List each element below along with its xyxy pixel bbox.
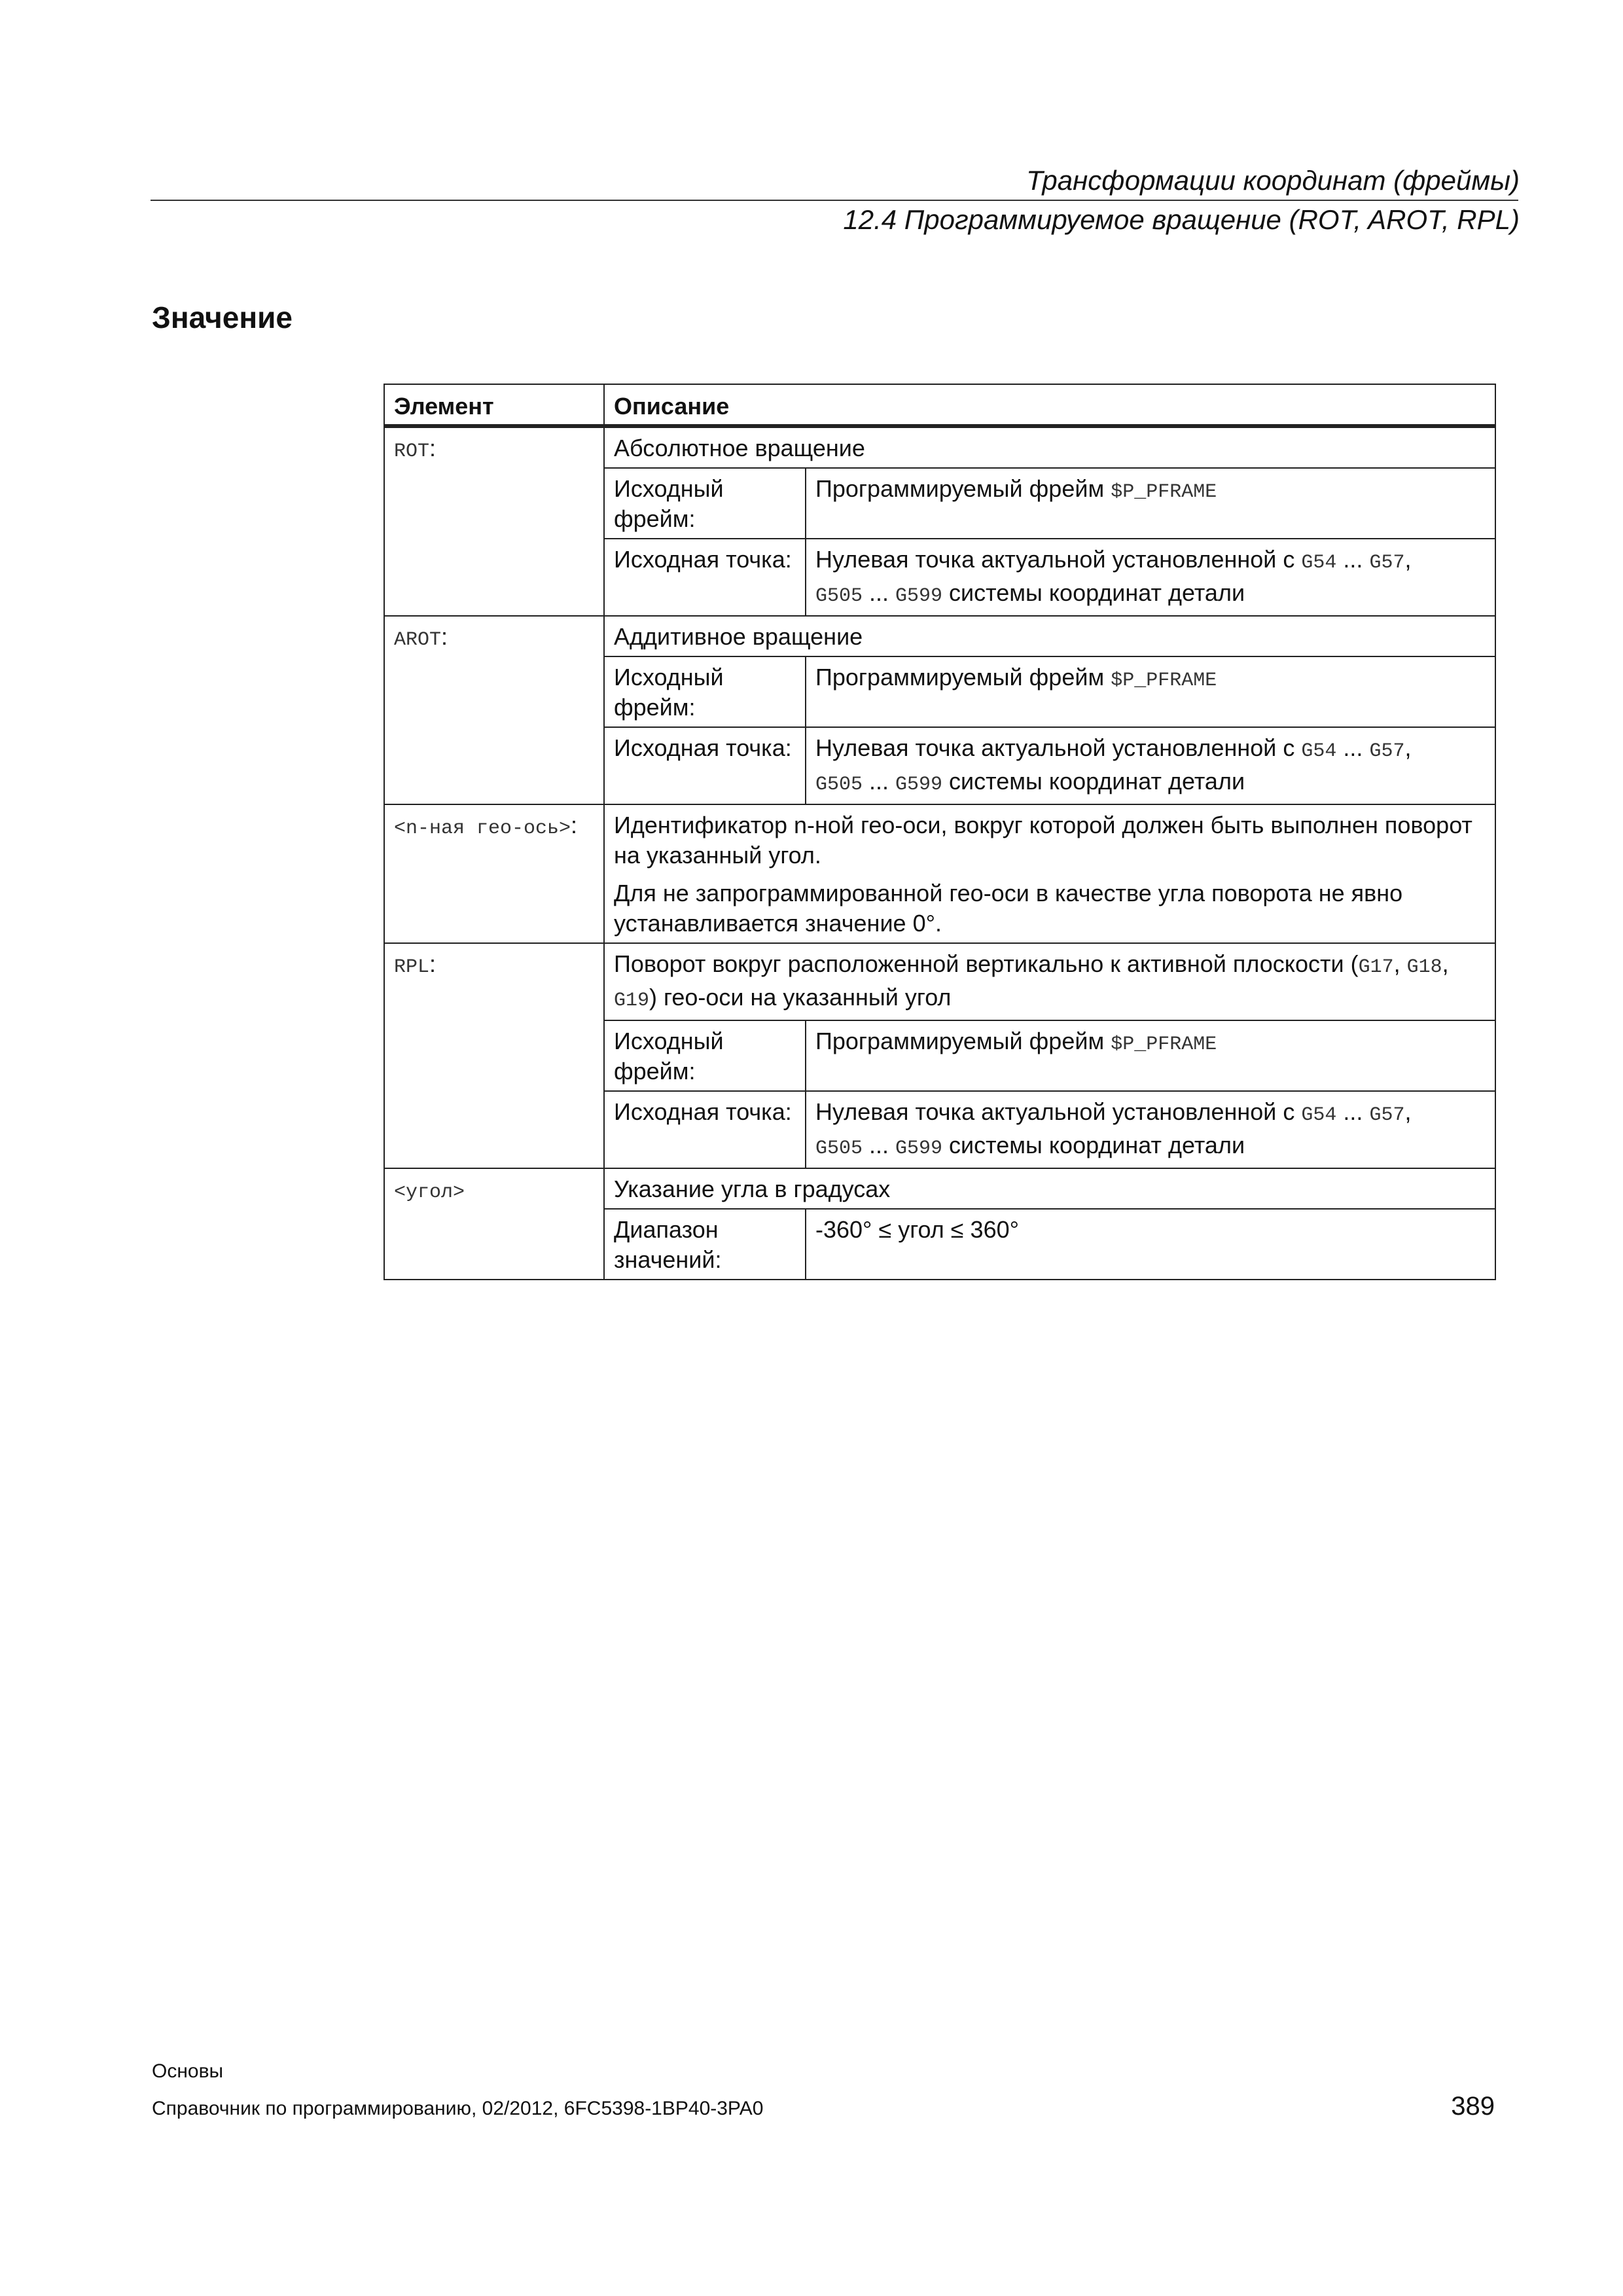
value-text: Программируемый фрейм [815, 664, 1111, 691]
sublabel-cell: Исходный фрейм: [604, 468, 806, 539]
description-cell: Указание угла в градусах [604, 1168, 1495, 1209]
subvalue-cell [806, 539, 1495, 616]
value-text: ) гео-оси на указанный угол [649, 984, 952, 1011]
value-text: Нулевая точка актуальной установленной с [815, 734, 1302, 761]
footer-document-info: Справочник по программированию, 02/2012, 6FC5398-1BP40-3PA0 [152, 2098, 764, 2119]
value-text: системы координат детали [942, 768, 1245, 795]
description-cell [604, 943, 1495, 1020]
value-code: G505 [815, 585, 863, 607]
value-code: G57 [1369, 740, 1405, 762]
value-text: Программируемый фрейм [815, 475, 1111, 502]
section-heading: Значение [152, 300, 293, 334]
value-code: G54 [1301, 552, 1337, 574]
value-code: G57 [1369, 552, 1405, 574]
sublabel-cell: Исходная точка: [604, 1091, 806, 1168]
value-code: G505 [815, 774, 863, 796]
element-suffix: : [571, 812, 578, 838]
header-rule [151, 200, 1518, 201]
element-cell-arot [384, 616, 604, 804]
element-suffix: : [429, 950, 437, 977]
value-code: G599 [895, 774, 943, 796]
element-code: ROT [394, 440, 430, 463]
parameter-table [383, 384, 1496, 1280]
element-cell-angle [384, 1168, 604, 1280]
value-code: G18 [1406, 956, 1442, 978]
table-header-row [384, 384, 1495, 426]
table-row-geo-axis [384, 804, 1495, 943]
value-code: G54 [1301, 1104, 1337, 1126]
description-paragraph: Идентификатор n-ной гео-оси, вокруг которой должен быть выполнен поворот на указанный угол. [614, 812, 1472, 869]
value-code: G599 [895, 585, 943, 607]
value-text: Программируемый фрейм [815, 1028, 1111, 1054]
value-code: G19 [614, 990, 650, 1012]
value-code: G17 [1358, 956, 1394, 978]
value-code: $P_PFRAME [1111, 481, 1217, 503]
table-row-rpl [384, 943, 1495, 1020]
value-text: , [1442, 950, 1449, 977]
value-text: , [1404, 1098, 1412, 1125]
value-text: ... [1336, 1098, 1370, 1125]
element-code: RPL [394, 956, 430, 978]
value-text: системы координат детали [942, 579, 1245, 606]
value-text: ... [863, 768, 896, 795]
value-code: $P_PFRAME [1111, 1033, 1217, 1056]
element-code: <n-ная гео-ось> [394, 817, 571, 840]
value-text: ... [863, 579, 896, 606]
value-text: Поворот вокруг расположенной вертикально к активной плоскости ( [614, 950, 1359, 977]
sublabel-cell: Исходный фрейм: [604, 656, 806, 727]
value-code: G505 [815, 1138, 863, 1160]
footer-title: Основы [152, 2060, 224, 2082]
element-code: AROT [394, 629, 442, 651]
value-text: , [1404, 546, 1412, 573]
subvalue-cell [806, 1020, 1495, 1091]
element-cell-rpl [384, 943, 604, 1168]
value-text: , [1393, 950, 1407, 977]
sublabel-cell: Диапазон значений: [604, 1209, 806, 1280]
value-text: Нулевая точка актуальной установленной с [815, 1098, 1302, 1125]
description-cell: Аддитивное вращение [604, 616, 1495, 656]
subvalue-cell: -360° ≤ угол ≤ 360° [806, 1209, 1495, 1280]
description-cell: Абсолютное вращение [604, 426, 1495, 468]
value-text: ... [863, 1132, 896, 1158]
element-code: <угол> [394, 1181, 465, 1204]
value-code: G57 [1369, 1104, 1405, 1126]
table-row-arot [384, 616, 1495, 656]
value-text: системы координат детали [942, 1132, 1245, 1158]
element-cell-rot [384, 426, 604, 616]
description-paragraph: Для не запрограммированной гео-оси в качестве угла поворота не явно устанавливается значение 0°. [614, 880, 1403, 937]
table-row-rot [384, 426, 1495, 468]
value-code: G54 [1301, 740, 1337, 762]
description-cell [604, 804, 1495, 943]
running-header-section: 12.4 Программируемое вращение (ROT, AROT, RPL) [843, 204, 1520, 235]
sublabel-cell: Исходный фрейм: [604, 1020, 806, 1091]
subvalue-cell [806, 1091, 1495, 1168]
subvalue-cell [806, 468, 1495, 539]
value-text: Нулевая точка актуальной установленной с [815, 546, 1302, 573]
running-header-chapter: Трансформации координат (фреймы) [1026, 165, 1520, 196]
element-cell-geo-axis [384, 804, 604, 943]
header-element: Элемент [384, 384, 604, 426]
subvalue-cell [806, 727, 1495, 804]
sublabel-cell: Исходная точка: [604, 539, 806, 616]
value-text: , [1404, 734, 1412, 761]
page-number: 389 [1451, 2092, 1495, 2121]
subvalue-cell [806, 656, 1495, 727]
value-code: $P_PFRAME [1111, 670, 1217, 692]
element-suffix: : [429, 435, 437, 461]
value-text: ... [1336, 734, 1370, 761]
value-text: ... [1336, 546, 1370, 573]
header-description: Описание [604, 384, 1495, 426]
value-code: G599 [895, 1138, 943, 1160]
element-suffix: : [441, 623, 448, 650]
sublabel-cell: Исходная точка: [604, 727, 806, 804]
table-row-angle [384, 1168, 1495, 1209]
